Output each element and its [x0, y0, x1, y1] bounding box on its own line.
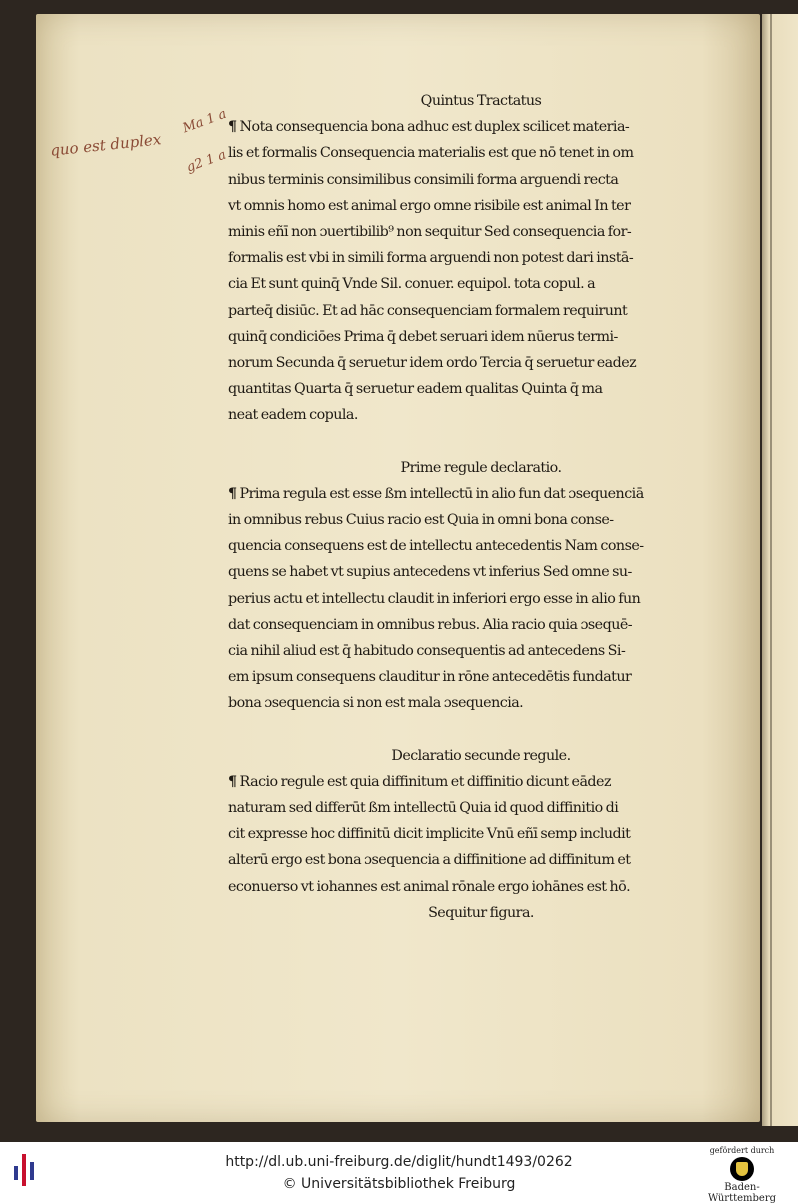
text-line: nibus terminis consimilibus consimili forma arguendi recta — [228, 171, 619, 188]
sponsor-caption: gefördert durch — [709, 1146, 775, 1155]
text-line-content: Nota consequencia bona adhuc est duplex scilicet materia- — [239, 119, 630, 136]
text-line: neat eadem copula. — [228, 407, 358, 424]
marginal-note-top: Ma 1 a — [180, 106, 229, 137]
sponsor-badge[interactable] — [692, 1146, 792, 1204]
text-line: alterū ergo est bona ɔsequencia a diffinitione ad diffinitum et — [228, 852, 631, 869]
text-line: dat consequenciam in omnibus rebus. Alia racio quia ɔsequē- — [228, 616, 633, 633]
text-line: naturam sed differūt ßm intellectū Quia id quod diffinitio di — [228, 800, 619, 817]
text-line: quens se habet vt supius antecedens vt inferius Sed omne su- — [228, 564, 632, 581]
text-line: formalis est vbi in simili forma arguendi non potest dari instā- — [228, 250, 634, 267]
text-line: in omnibus rebus Cuius racio est Quia in omni bona conse- — [228, 512, 614, 529]
text-line: parteq̄ disiūc. Et ad hāc consequenciam formalem requirunt — [228, 302, 628, 319]
marginal-note-left: quo est duplex — [49, 130, 163, 160]
state-crest-icon — [730, 1157, 754, 1181]
text-line: cia nihil aliud est q̄ habitudo consequentis ad antecedens Si- — [228, 643, 626, 660]
spacer — [228, 429, 734, 455]
marginal-note-middle: g2 1 a — [184, 147, 229, 176]
paragraph-3 — [228, 769, 734, 900]
text-line: perius actu et intellectu claudit in inferiori ergo esse in alio fun — [228, 590, 641, 607]
text-line: econuerso vt iohannes est animal rōnale ergo iohānes est hō. — [228, 878, 631, 895]
text-line-content: Racio regule est quia diffinitum et diffinitio dicunt eādez — [239, 773, 611, 790]
text-line: minis eñī non ɔuertibilib⁹ non sequitur Sed consequencia for- — [228, 224, 632, 241]
copyright-notice: © Universitätsbibliothek Freiburg — [282, 1176, 516, 1192]
section-heading: Prime regule declaratio. — [400, 459, 562, 476]
next-page-edge — [762, 14, 798, 1126]
page-text — [228, 88, 734, 926]
viewer-footer — [0, 1142, 798, 1204]
text-line: norum Secunda q̄ seruetur idem ordo Tercia q̄ seruetur eadez — [228, 355, 637, 372]
text-line: vt omnis homo est animal ergo omne risibile est animal In ter — [228, 197, 631, 214]
text-line: lis et formalis Consequencia materialis est que nō tenet in om — [228, 145, 634, 162]
text-line: em ipsum consequens clauditur in rōne antecedētis fundatur — [228, 669, 632, 686]
text-line: quinq̄ condiciōes Prima q̄ debet seruari idem nūerus termi- — [228, 328, 618, 345]
text-line — [228, 481, 734, 507]
paragraph-2 — [228, 481, 734, 717]
text-line: quantitas Quarta q̄ seruetur eadem qualitas Quinta q̄ ma — [228, 381, 603, 398]
running-head: Quintus Tractatus — [420, 93, 542, 109]
text-line: cit expresse hoc diffinitū dicit implicite Vnū eñī semp includit — [228, 826, 631, 843]
pilcrow-icon: ¶ — [228, 773, 237, 790]
text-line: bona ɔsequencia si non est mala ɔsequencia. — [228, 695, 524, 712]
text-line: cia Et sunt quinq̄ Vnde Sil. conuer. equipol. tota copul. a — [228, 276, 596, 293]
pilcrow-icon: ¶ — [228, 485, 237, 502]
text-line: quencia consequens est de intellectu antecedentis Nam conse- — [228, 538, 644, 555]
document-url[interactable]: http://dl.ub.uni-freiburg.de/diglit/hundt1493/0262 — [225, 1154, 573, 1170]
spacer — [228, 717, 734, 743]
sponsor-name: Baden-Württemberg — [707, 1182, 777, 1204]
section-heading: Declaratio secunde regule. — [391, 747, 571, 764]
closing-line: Sequitur figura. — [428, 904, 534, 921]
text-line — [228, 114, 734, 140]
text-line-content: Prima regula est esse ßm intellectū in alio fun dat ɔsequenciā — [239, 485, 644, 502]
paragraph-1 — [228, 114, 734, 428]
text-line — [228, 769, 734, 795]
pilcrow-icon: ¶ — [228, 119, 237, 136]
